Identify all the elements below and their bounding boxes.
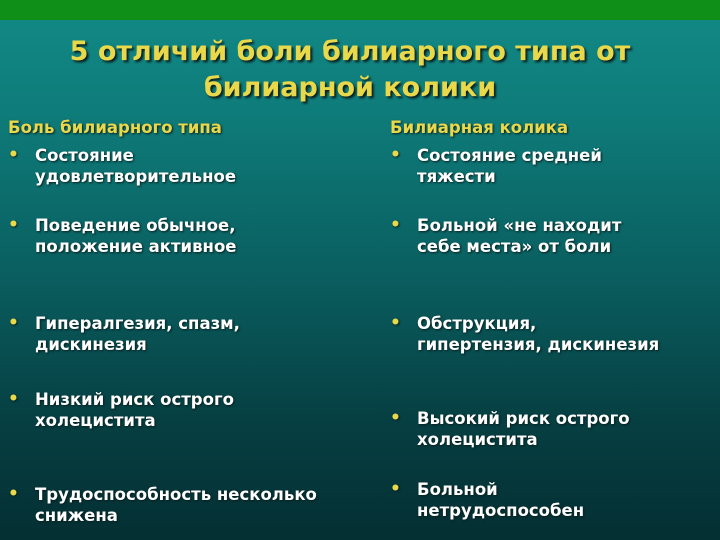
left-item-5 (8, 484, 388, 526)
top-green-bar (0, 0, 720, 20)
right-item-3 (390, 313, 715, 355)
bullet-icon: • (8, 215, 19, 235)
bullet-icon: • (8, 484, 19, 504)
slide-title: 5 отличий боли билиарного типа от билиарной колики (69, 36, 631, 103)
left-item-4 (8, 389, 378, 431)
right-item-text: Больной «не находит себе места» от боли (417, 216, 622, 256)
right-item-2 (390, 215, 715, 257)
bullet-icon: • (390, 215, 401, 235)
left-item-text: Трудоспособность несколько снижена (35, 485, 317, 525)
right-item-text: Больной нетрудоспособен (417, 480, 585, 520)
left-item-text: Состояние удовлетворительное (35, 146, 237, 186)
left-item-text: Низкий риск острого холецистита (35, 390, 234, 430)
right-item-4 (390, 408, 715, 450)
bullet-icon: • (8, 313, 19, 333)
left-column-header: Боль билиарного типа (8, 118, 222, 137)
left-item-2 (8, 215, 378, 257)
right-item-text: Состояние средней тяжести (417, 146, 602, 186)
bullet-icon: • (390, 145, 401, 165)
bullet-icon: • (8, 145, 19, 165)
right-column-header: Билиарная колика (390, 118, 569, 137)
left-item-1 (8, 145, 378, 187)
right-item-text: Высокий риск острого холецистита (417, 409, 630, 449)
right-item-text: Обструкция, гипертензия, дискинезия (417, 314, 660, 354)
bullet-icon: • (390, 479, 401, 499)
left-item-text: Гипералгезия, спазм, дискинезия (35, 314, 240, 354)
right-item-1 (390, 145, 715, 187)
left-item-3 (8, 313, 378, 355)
bullet-icon: • (390, 313, 401, 333)
left-item-text: Поведение обычное, положение активное (35, 216, 237, 256)
bullet-icon: • (8, 389, 19, 409)
bullet-icon: • (390, 408, 401, 428)
right-item-5 (390, 479, 715, 521)
